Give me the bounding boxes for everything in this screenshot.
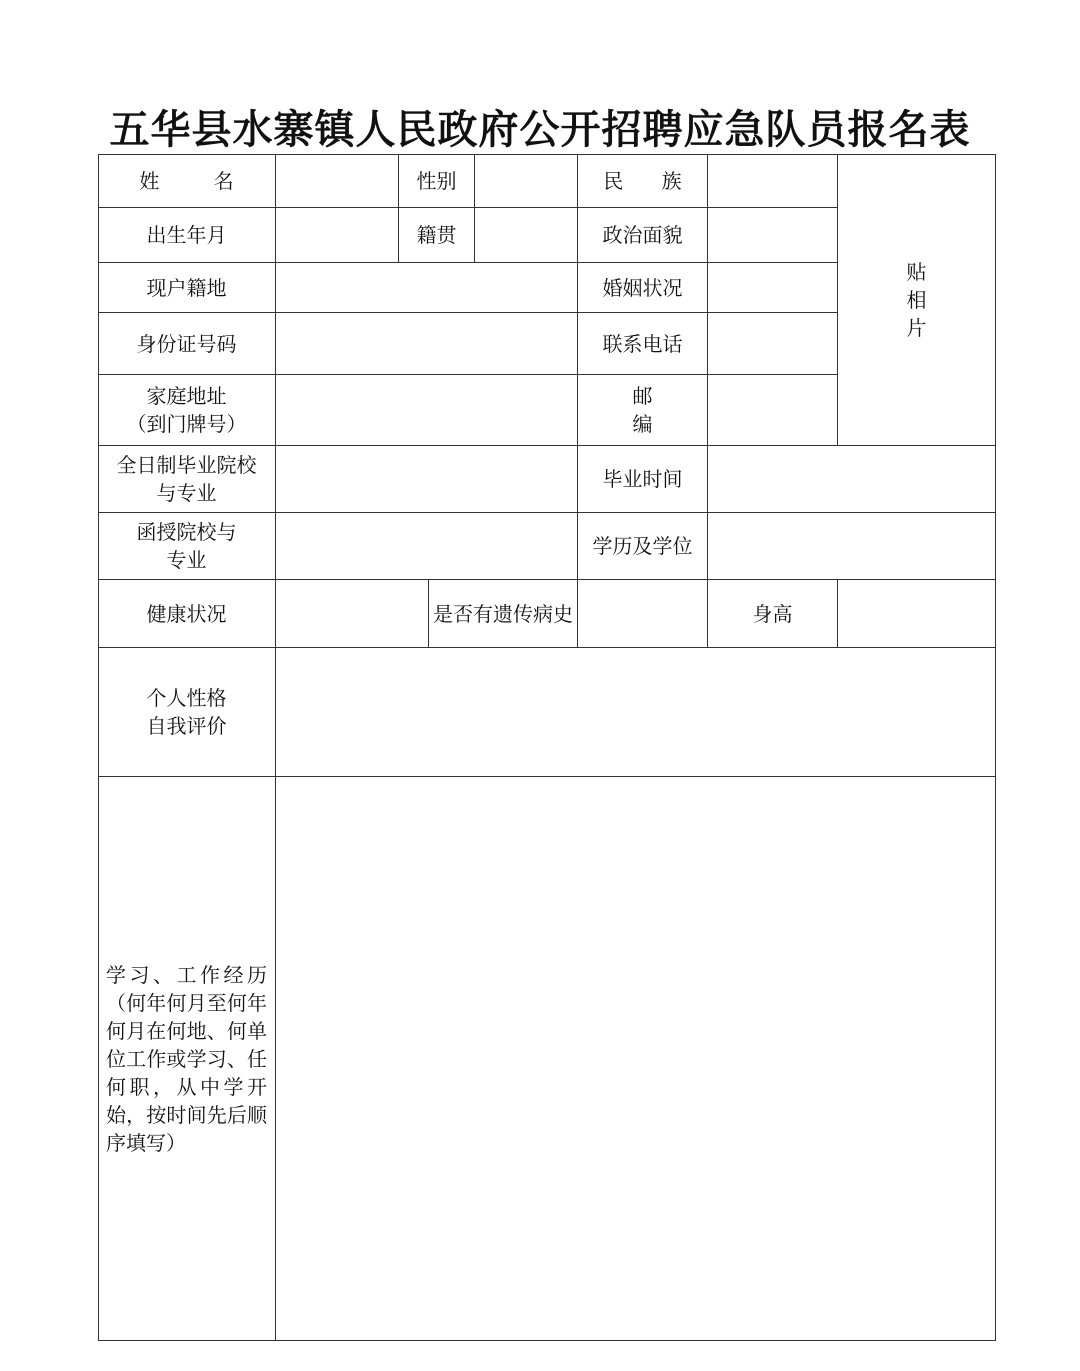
label-fulltime-school: 全日制毕业院校 与专业 <box>98 446 276 513</box>
input-ethnicity[interactable] <box>708 154 838 208</box>
label-graduation-time: 毕业时间 <box>578 446 708 513</box>
input-marital-status[interactable] <box>708 263 838 313</box>
input-birth[interactable] <box>276 208 399 263</box>
label-genetic-disease: 是否有遗传病史 <box>429 580 578 648</box>
input-graduation-time[interactable] <box>708 446 996 513</box>
photo-label-char: 贴 <box>906 260 927 284</box>
input-self-evaluation[interactable] <box>276 648 996 777</box>
label-self-evaluation: 个人性格 自我评价 <box>98 648 276 777</box>
input-phone[interactable] <box>708 313 838 375</box>
input-experience[interactable] <box>276 777 996 1341</box>
label-marital-status: 婚姻状况 <box>578 263 708 313</box>
input-education-degree[interactable] <box>708 513 996 580</box>
label-ethnicity: 民 族 <box>578 154 708 208</box>
input-name[interactable] <box>276 154 399 208</box>
label-postcode: 邮 编 <box>578 375 708 446</box>
label-id-number: 身份证号码 <box>98 313 276 375</box>
label-health: 健康状况 <box>98 580 276 648</box>
input-home-address[interactable] <box>276 375 578 446</box>
input-id-number[interactable] <box>276 313 578 375</box>
label-correspondence-school: 函授院校与 专业 <box>98 513 276 580</box>
input-postcode[interactable] <box>708 375 838 446</box>
label-education-degree: 学历及学位 <box>578 513 708 580</box>
photo-label-char: 片 <box>906 316 927 340</box>
label-name: 姓 名 <box>98 154 276 208</box>
label-home-address: 家庭地址 （到门牌号） <box>98 375 276 446</box>
label-political-status: 政治面貌 <box>578 208 708 263</box>
label-birth: 出生年月 <box>98 208 276 263</box>
input-gender[interactable] <box>475 154 578 208</box>
label-household-registration: 现户籍地 <box>98 263 276 313</box>
label-experience <box>98 777 276 1341</box>
label-native-place: 籍贯 <box>399 208 475 263</box>
input-health[interactable] <box>276 580 429 648</box>
input-genetic-disease[interactable] <box>578 580 708 648</box>
label-height: 身高 <box>708 580 838 648</box>
input-native-place[interactable] <box>475 208 578 263</box>
input-political-status[interactable] <box>708 208 838 263</box>
photo-area[interactable] <box>838 154 996 446</box>
input-height[interactable] <box>838 580 996 648</box>
input-household-registration[interactable] <box>276 263 578 313</box>
form-title: 五华县水寨镇人民政府公开招聘应急队员报名表 <box>109 107 971 153</box>
label-experience-text: 学习、工作经历（何年何月至何年何月在何地、何单位工作或学习、任何职，从中学开始，按时间先后顺序填写） <box>106 962 267 1155</box>
input-correspondence-school[interactable] <box>276 513 578 580</box>
label-phone: 联系电话 <box>578 313 708 375</box>
photo-label-char: 相 <box>906 288 927 312</box>
input-fulltime-school[interactable] <box>276 446 578 513</box>
label-gender: 性别 <box>399 154 475 208</box>
